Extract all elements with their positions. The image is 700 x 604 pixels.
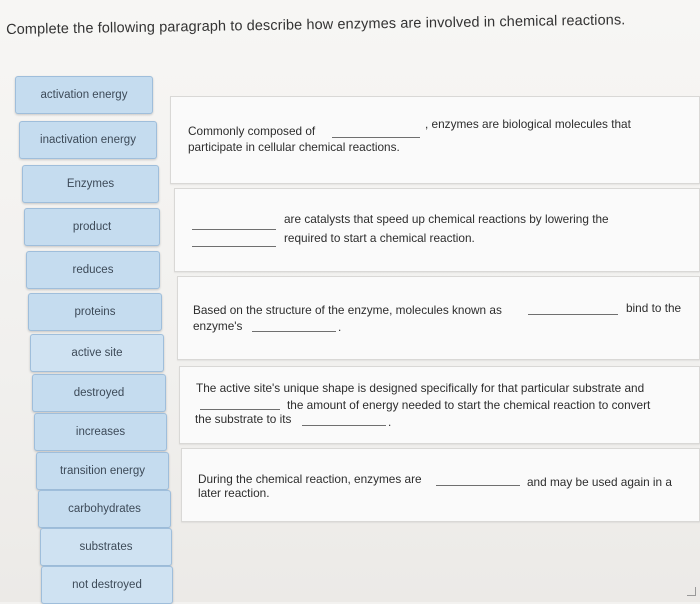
statement-4-part-b: the amount of energy needed to start the chemical reaction to convert bbox=[287, 398, 651, 412]
statement-5-part-c: later reaction. bbox=[198, 486, 270, 500]
statement-2-blank-2[interactable] bbox=[192, 246, 276, 247]
statement-4-part-d: . bbox=[388, 415, 392, 429]
choice-label: reduces bbox=[72, 264, 114, 276]
instruction-text: Complete the following paragraph to describe how enzymes are involved in chemical reactions. bbox=[6, 12, 626, 38]
statement-box-2 bbox=[174, 188, 700, 272]
choice-not-destroyed[interactable] bbox=[41, 566, 173, 604]
statement-5-part-b: and may be used again in a bbox=[527, 475, 672, 489]
choice-substrates[interactable] bbox=[40, 528, 172, 566]
choice-label: active site bbox=[71, 347, 123, 359]
statement-2-part-b: required to start a chemical reaction. bbox=[284, 231, 475, 245]
statement-4-blank-2[interactable] bbox=[302, 425, 386, 426]
choice-label: proteins bbox=[74, 306, 116, 318]
statement-3-part-c: enzyme's bbox=[193, 319, 243, 333]
choice-label: substrates bbox=[79, 541, 133, 553]
statement-1-part-b: , enzymes are biological molecules that bbox=[425, 117, 631, 131]
statement-1-part-c: participate in cellular chemical reactions. bbox=[188, 140, 400, 154]
choice-label: increases bbox=[75, 426, 126, 438]
choice-label: transition energy bbox=[59, 465, 146, 477]
choice-enzymes[interactable] bbox=[22, 165, 159, 203]
corner-mark bbox=[687, 587, 696, 596]
choice-label: activation energy bbox=[40, 89, 128, 101]
choice-activation-energy[interactable] bbox=[15, 76, 153, 114]
statement-3-part-b: bind to the bbox=[626, 301, 682, 315]
statement-box-3 bbox=[177, 276, 700, 360]
statement-1-part-a: Commonly composed of bbox=[188, 124, 316, 138]
statement-3-blank-2[interactable] bbox=[252, 331, 336, 332]
statement-5-part-a: During the chemical reaction, enzymes are bbox=[198, 472, 422, 486]
statement-4-part-a: The active site's unique shape is designed specifically for that particular substrate and bbox=[196, 381, 645, 395]
choice-label: destroyed bbox=[73, 387, 125, 399]
statement-4-blank-1[interactable] bbox=[200, 409, 280, 410]
choice-label: product bbox=[72, 221, 112, 233]
choice-inactivation-energy[interactable] bbox=[19, 121, 157, 159]
choice-label: inactivation energy bbox=[40, 134, 136, 146]
choice-transition-energy[interactable] bbox=[36, 452, 169, 490]
choice-increases[interactable] bbox=[34, 413, 167, 451]
choice-carbohydrates[interactable] bbox=[38, 490, 171, 528]
choice-active-site[interactable] bbox=[30, 334, 164, 372]
choice-label: carbohydrates bbox=[68, 503, 141, 515]
statement-5-blank-1[interactable] bbox=[436, 485, 520, 486]
choice-label: Enzymes bbox=[66, 178, 115, 190]
choice-proteins[interactable] bbox=[28, 293, 162, 331]
choice-label: not destroyed bbox=[72, 579, 142, 591]
statement-3-part-d: . bbox=[338, 320, 342, 334]
choice-reduces[interactable] bbox=[26, 251, 160, 289]
statement-2-blank-1[interactable] bbox=[192, 229, 276, 230]
statement-1-blank-1[interactable] bbox=[332, 137, 420, 138]
statement-3-part-a: Based on the structure of the enzyme, molecules known as bbox=[193, 303, 502, 317]
statement-3-blank-1[interactable] bbox=[528, 314, 618, 315]
statement-2-part-a: are catalysts that speed up chemical reactions by lowering the bbox=[284, 212, 609, 226]
choice-destroyed[interactable] bbox=[32, 374, 166, 412]
statement-4-part-c: the substrate to its bbox=[195, 412, 292, 426]
choice-product[interactable] bbox=[24, 208, 160, 246]
